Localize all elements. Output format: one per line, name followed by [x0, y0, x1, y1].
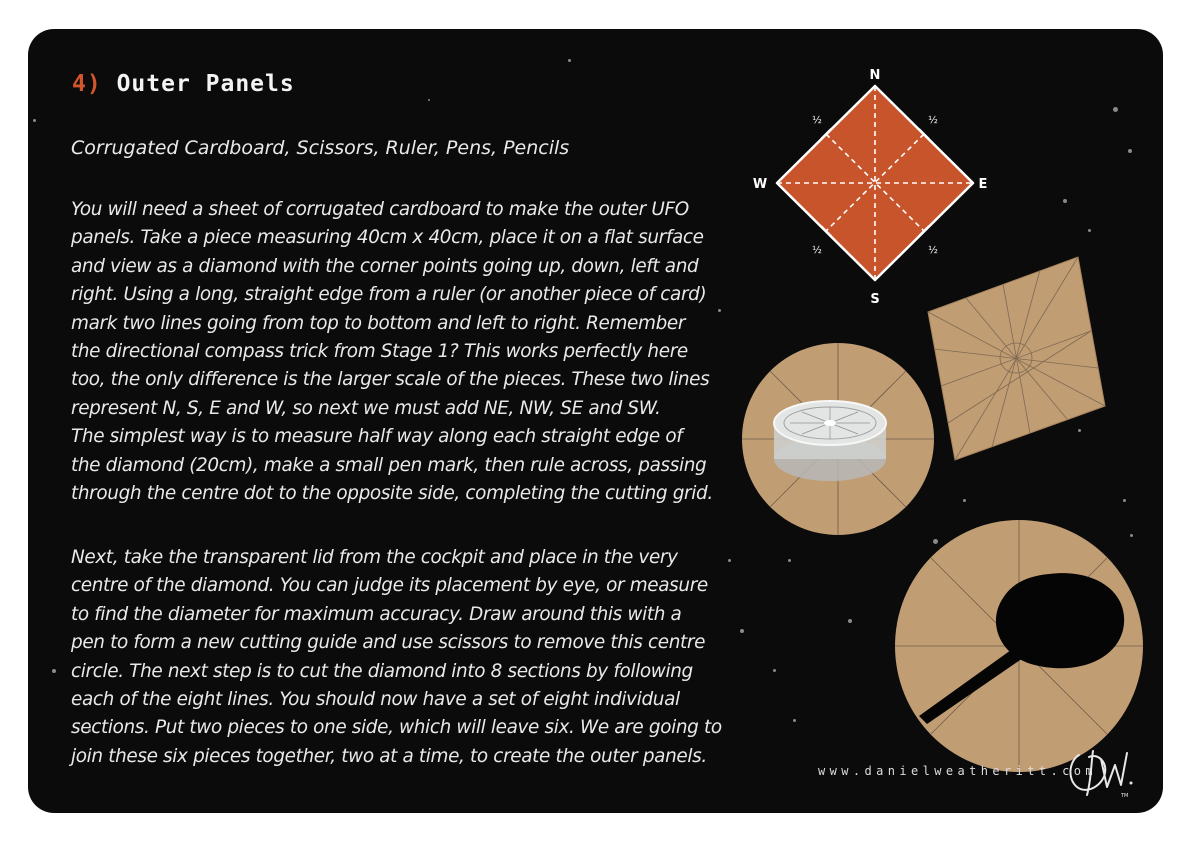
instruction-card [28, 29, 1163, 813]
text-line: and view as a diamond with the corner points going up, down, left and [71, 255, 699, 277]
half-mark-nw: ½ [812, 115, 822, 126]
text-line: You will need a sheet of corrugated cardboard to make the outer UFO [71, 199, 689, 220]
compass-east-label: E [978, 177, 988, 192]
paragraph-cutting-sections [71, 544, 731, 771]
text-line: the directional compass trick from Stage 1? This works perfectly here [71, 341, 688, 363]
lid-on-cardboard-photo [740, 341, 936, 537]
cardboard-grid-photo [918, 254, 1110, 462]
text-line: right. Using a long, straight edge from a ruler (or another piece of card) [71, 284, 707, 306]
half-mark-sw: ½ [812, 245, 822, 256]
website-url: www.danielweatheritt.com [818, 764, 1097, 778]
text-line: each of the eight lines. You should now have a set of eight individual [71, 689, 680, 711]
compass-south-label: S [870, 292, 880, 307]
compass-north-label: N [869, 68, 881, 83]
section-number: 4) [72, 71, 102, 97]
trademark-symbol: TM [1121, 793, 1129, 799]
materials-list: Corrugated Cardboard, Scissors, Ruler, Pens, Pencils [71, 137, 570, 159]
text-line: sections. Put two pieces to one side, which will leave six. We are going to [71, 717, 722, 739]
text-line: centre of the diamond. You can judge its placement by eye, or measure [71, 575, 708, 597]
text-line: circle. The next step is to cut the diamond into 8 sections by following [71, 660, 693, 682]
text-line: through the centre dot to the opposite side, completing the cutting grid. [71, 483, 713, 505]
text-line: The simplest way is to measure half way along each straight edge of [71, 426, 683, 448]
text-line: mark two lines going from top to bottom and left to right. Remember [71, 312, 686, 334]
paragraph-cutting-grid [71, 196, 731, 508]
text-line: Next, take the transparent lid from the cockpit and place in the very [71, 547, 678, 568]
section-title: Outer Panels [116, 71, 295, 97]
compass-west-label: W [752, 177, 768, 192]
half-mark-ne: ½ [928, 115, 938, 126]
text-line: to find the diameter for maximum accuracy. Draw around this with a [71, 603, 682, 625]
text-line: join these six pieces together, two at a time, to create the outer panels. [71, 745, 707, 767]
author-signature-logo [1065, 743, 1137, 801]
page-title [72, 71, 295, 97]
text-line: represent N, S, E and W, so next we must add NE, NW, SE and SW. [71, 397, 661, 419]
text-line: panels. Take a piece measuring 40cm x 40cm, place it on a flat surface [71, 227, 704, 249]
half-mark-se: ½ [928, 245, 938, 256]
text-line: the diamond (20cm), make a small pen mark, then rule across, passing [71, 454, 707, 476]
cut-cardboard-ring-photo [891, 512, 1145, 774]
text-line: too, the only difference is the larger scale of the pieces. These two lines [71, 369, 710, 391]
text-line: pen to form a new cutting guide and use scissors to remove this centre [71, 632, 706, 654]
